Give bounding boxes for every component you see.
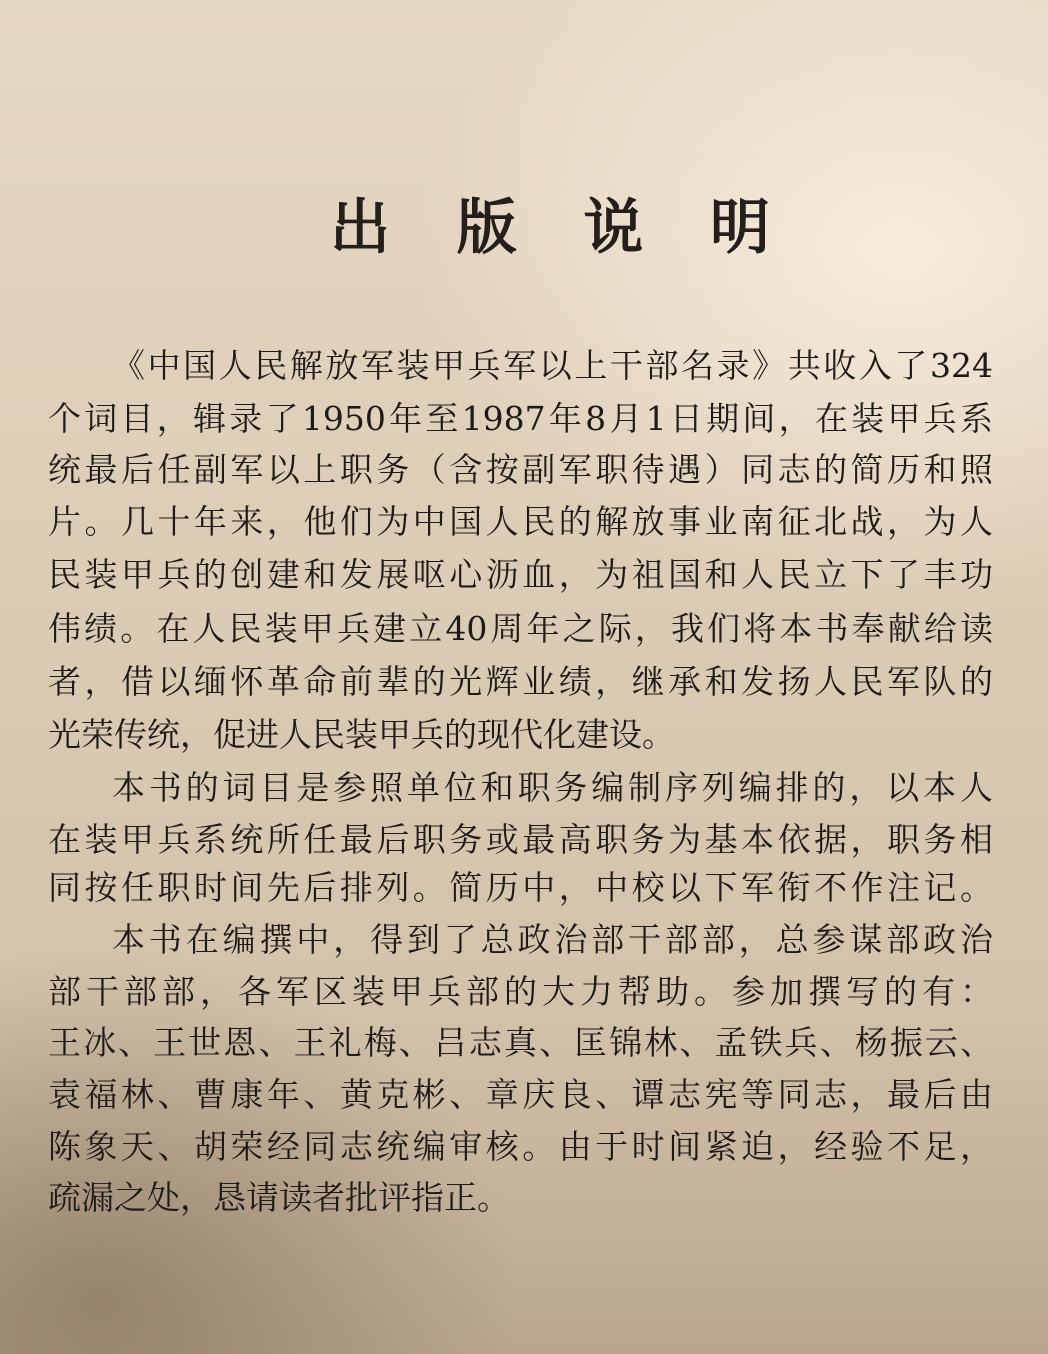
text-line: 陈象天、胡荣经同志统编审核。由于时间紧迫，经验不足， [48,1127,993,1166]
text-line: 伟绩。在人民装甲兵建立40周年之际，我们将本书奉献给读 [48,609,993,648]
text-line: 个词目，辑录了1950年至1987年8月1日期间，在装甲兵系 [48,399,993,438]
text-line: 同按任职时间先后排列。简历中，中校以下军衔不作注记。 [48,868,993,907]
text-line: 片。几十年来，他们为中国人民的解放事业南征北战，为人 [48,502,993,541]
text-line: 部干部部，各军区装甲兵部的大力帮助。参加撰写的有： [48,972,993,1011]
text-line: 在装甲兵系统所任最后职务或最高职务为基本依据，职务相 [48,820,993,859]
text-line: 本书在编撰中，得到了总政治部干部部，总参谋部政治 [112,920,993,959]
text-line: 者，借以缅怀革命前辈的光辉业绩，继承和发扬人民军队的 [48,662,993,701]
text-line: 王冰、王世恩、王礼梅、吕志真、匡锦林、孟铁兵、杨振云、 [48,1023,993,1062]
text-line: 疏漏之处，恳请读者批评指正。 [48,1178,510,1217]
text-line: 《中国人民解放军装甲兵军以上干部名录》共收入了324 [112,346,993,385]
text-line: 袁福林、曹康年、黄克彬、章庆良、谭志宪等同志，最后由 [48,1075,993,1114]
title-char: 明 [709,193,770,263]
page-title [330,180,770,266]
text-line: 光荣传统，促进人民装甲兵的现代化建设。 [48,715,675,754]
text-line: 统最后任副军以上职务（含按副军职待遇）同志的简历和照 [48,450,993,489]
title-char: 说 [583,193,644,263]
text-line: 民装甲兵的创建和发展呕心沥血，为祖国和人民立下了丰功 [48,555,993,594]
text-line: 本书的词目是参照单位和职务编制序列编排的，以本人 [112,768,993,807]
title-char: 出 [330,193,390,263]
title-char: 版 [456,193,517,263]
